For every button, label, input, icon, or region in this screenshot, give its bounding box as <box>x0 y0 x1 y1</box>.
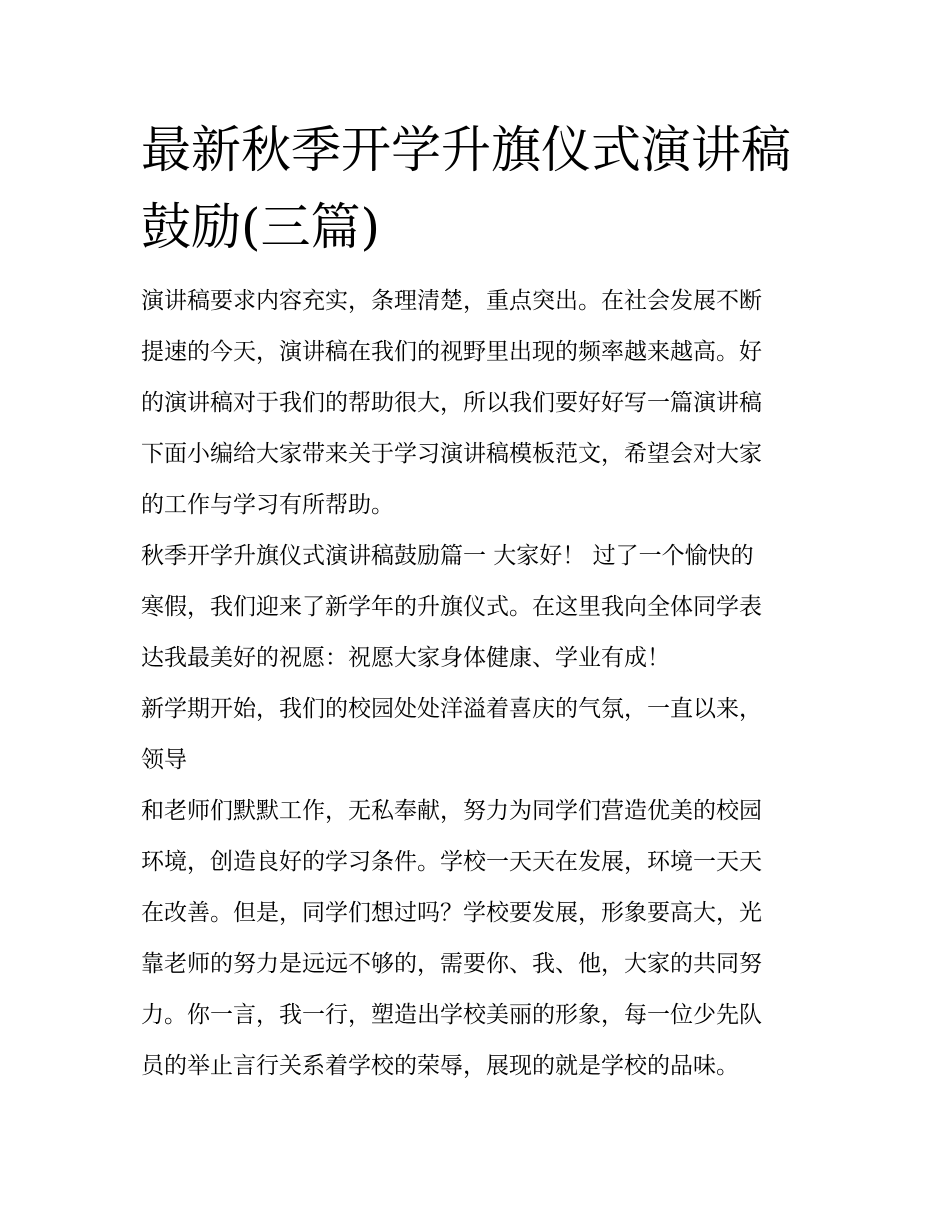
body-line: 演讲稿要求内容充实，条理清楚，重点突出。在社会发展不断 <box>141 288 762 314</box>
body-line: 靠老师的努力是远远不够的，需要你、我、他，大家的共同努 <box>141 951 762 977</box>
document-body <box>141 276 821 1092</box>
body-line: 新学期开始，我们的校园处处洋溢着喜庆的气氛，一直以来， <box>141 696 762 722</box>
body-line: 的演讲稿对于我们的帮助很大，所以我们要好好写一篇演讲稿 <box>141 390 762 416</box>
body-line: 和老师们默默工作，无私奉献，努力为同学们营造优美的校园 <box>141 798 762 824</box>
body-line: 提速的今天，演讲稿在我们的视野里出现的频率越来越高。好 <box>141 339 762 365</box>
body-line: 力。你一言，我一行，塑造出学校美丽的形象，每一位少先队 <box>141 1002 762 1028</box>
body-line: 达我最美好的祝愿：祝愿大家身体健康、学业有成！ <box>141 645 670 671</box>
body-line: 下面小编给大家带来关于学习演讲稿模板范文，希望会对大家 <box>141 441 762 467</box>
title-line: 鼓励(三篇) <box>141 198 381 256</box>
body-line: 领导 <box>141 747 187 773</box>
body-line: 的工作与学习有所帮助。 <box>141 492 394 518</box>
body-line: 秋季开学升旗仪式演讲稿鼓励篇一 大家好！ 过了一个愉快的 <box>141 543 754 569</box>
document-title <box>141 112 821 266</box>
body-line: 环境，创造良好的学习条件。学校一天天在发展，环境一天天 <box>141 849 762 875</box>
body-line: 寒假，我们迎来了新学年的升旗仪式。在这里我向全体同学表 <box>141 594 762 620</box>
body-line: 员的举止言行关系着学校的荣辱，展现的就是学校的品味。 <box>141 1053 739 1079</box>
title-line: 最新秋季开学升旗仪式演讲稿 <box>141 121 791 179</box>
body-line: 在改善。但是，同学们想过吗？学校要发展，形象要高大，光 <box>141 900 762 926</box>
